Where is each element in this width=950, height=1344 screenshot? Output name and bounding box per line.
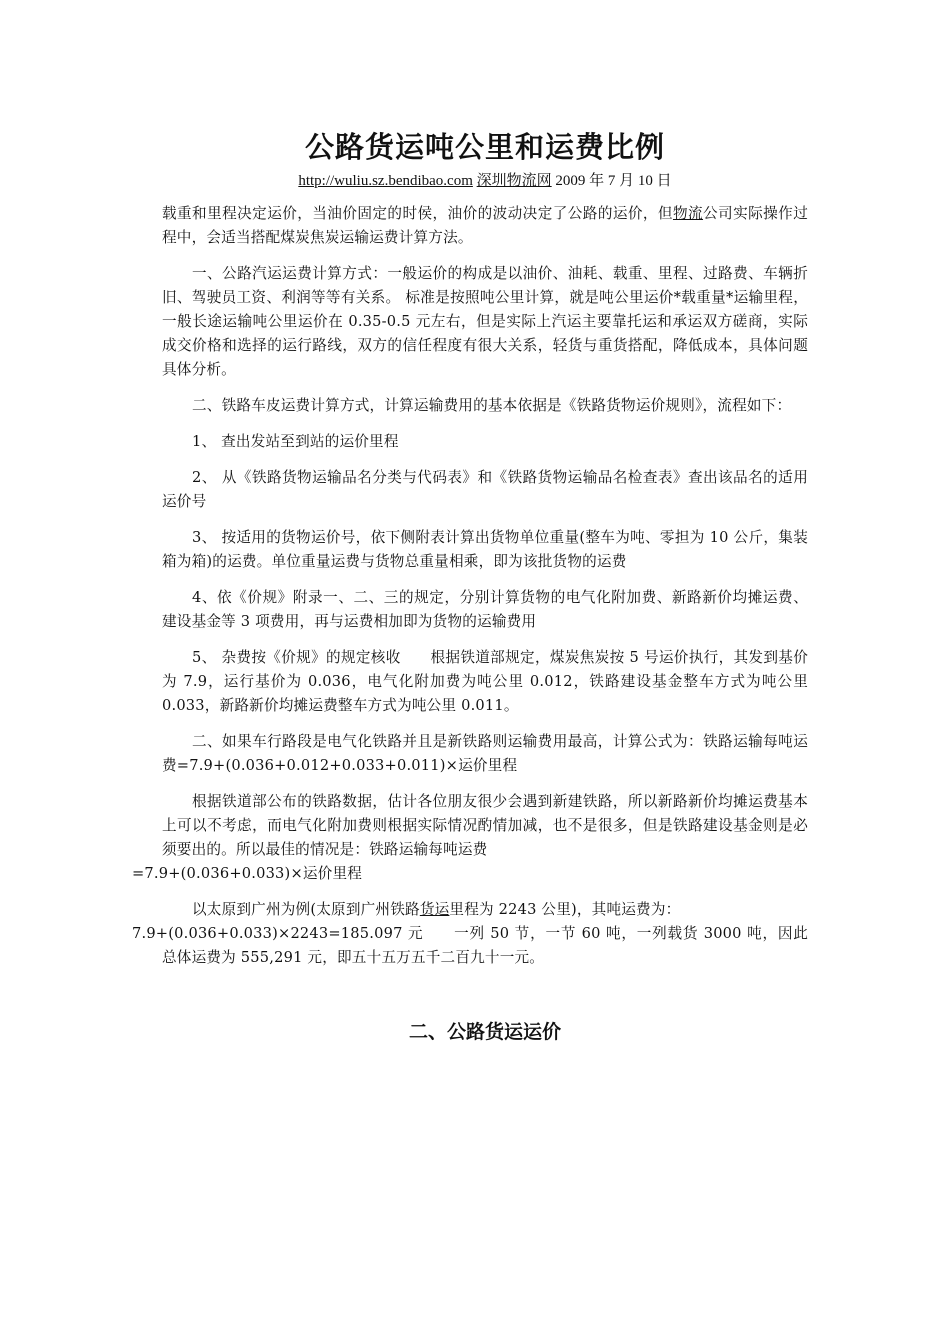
paragraph-example-text-a: 以太原到广州为例(太原到广州铁路	[192, 901, 420, 918]
logistics-link[interactable]: 物流	[672, 205, 704, 222]
paragraph-intro-text-a: 载重和里程决定运价，当油价固定的时侯，油价的波动决定了公路的运价，但	[162, 205, 673, 222]
source-site-link[interactable]: 深圳物流网	[476, 173, 552, 189]
source-url-link[interactable]: http://wuliu.sz.bendibao.com	[298, 173, 473, 189]
example-calculation: 7.9+(0.036+0.033)×2243=185.097 元 一列 50 节，一节 60 吨，一列载货 3000 吨，因此总体运费为 555,291 元，即五十五万五千二百九十一元。	[132, 925, 808, 966]
paragraph-example	[132, 898, 808, 970]
step-3: 3、 按适用的货物运价号，依下侧附表计算出货物单位重量(整车为吨、零担为 10 公斤，集装箱为箱)的运费。单位重量运费与货物总重量相乘，即为该批货物的运费	[162, 529, 808, 570]
step-2: 2、 从《铁路货物运输品名分类与代码表》和《铁路货物运输品名检查表》查出该品名的适用运价号	[162, 469, 808, 510]
paragraph-intro	[162, 202, 808, 250]
paragraph-formula-best	[132, 790, 808, 886]
document-page	[132, 128, 808, 1046]
paragraph-intro-text-b: 公司实际操作过程中，会适当搭配煤炭焦炭运输运费计算方法。	[162, 205, 808, 246]
formula-best: =7.9+(0.036+0.033)×运价里程	[132, 865, 363, 882]
publish-date: 2009 年 7 月 10 日	[551, 173, 672, 189]
paragraph-rail-freight: 二、铁路车皮运费计算方式，计算运输费用的基本依据是《铁路货物运价规则》，流程如下：	[192, 397, 792, 414]
paragraph-formula-best-text: 根据铁道部公布的铁路数据，估计各位朋友很少会遇到新建铁路，所以新路新价均摊运费基本上可以不考虑，而电气化附加费则根据实际情况酌情加减，也不是很多，但是铁路建设基金则是必须要出的。所以最佳的情况是：铁路运输每吨运费	[162, 793, 808, 858]
paragraph-formula-max: 二、如果车行路段是电气化铁路并且是新铁路则运输费用最高，计算公式为：铁路运输每吨运费=7.9+(0.036+0.012+0.033+0.011)×运价里程	[162, 733, 808, 774]
section-heading-road-rates: 二、公路货运运价	[408, 1021, 561, 1043]
step-5: 5、 杂费按《价规》的规定核收 根据铁道部规定，煤炭焦炭按 5 号运价执行，其发到基价为 7.9，运行基价为 0.036，电气化附加费为吨公里 0.012，铁路建设基金整车方式为吨公里 0.033，新路新价均摊运费整车方式为吨公里 0.011。	[162, 649, 808, 714]
document-title: 公路货运吨公里和运费比例	[304, 130, 665, 164]
step-1: 1、 查出发站至到站的运价里程	[192, 433, 399, 450]
paragraph-example-text-b: 里程为 2243 公里)，其吨运费为：	[449, 901, 681, 918]
paragraph-road-freight: 一、公路汽运运费计算方式：一般运价的构成是以油价、油耗、载重、里程、过路费、车辆折旧、驾驶员工资、利润等等有关系。 标准是按照吨公里计算，就是吨公里运价*载重量*运输里程，一般长途运输吨公里运价在 0.35-0.5 元左右，但是实际上汽运主要靠托运和承运双方磋商，实际成交价格和选择的运行路线，双方的信任程度有很大关系，轻货与重货搭配，降低成本，具体问题具体分析。	[162, 265, 808, 378]
freight-link[interactable]: 货运	[419, 901, 450, 918]
source-line	[162, 170, 808, 192]
step-4: 4、依《价规》附录一、二、三的规定，分别计算货物的电气化附加费、新路新价均摊运费、建设基金等 3 项费用，再与运费相加即为货物的运输费用	[162, 589, 808, 630]
